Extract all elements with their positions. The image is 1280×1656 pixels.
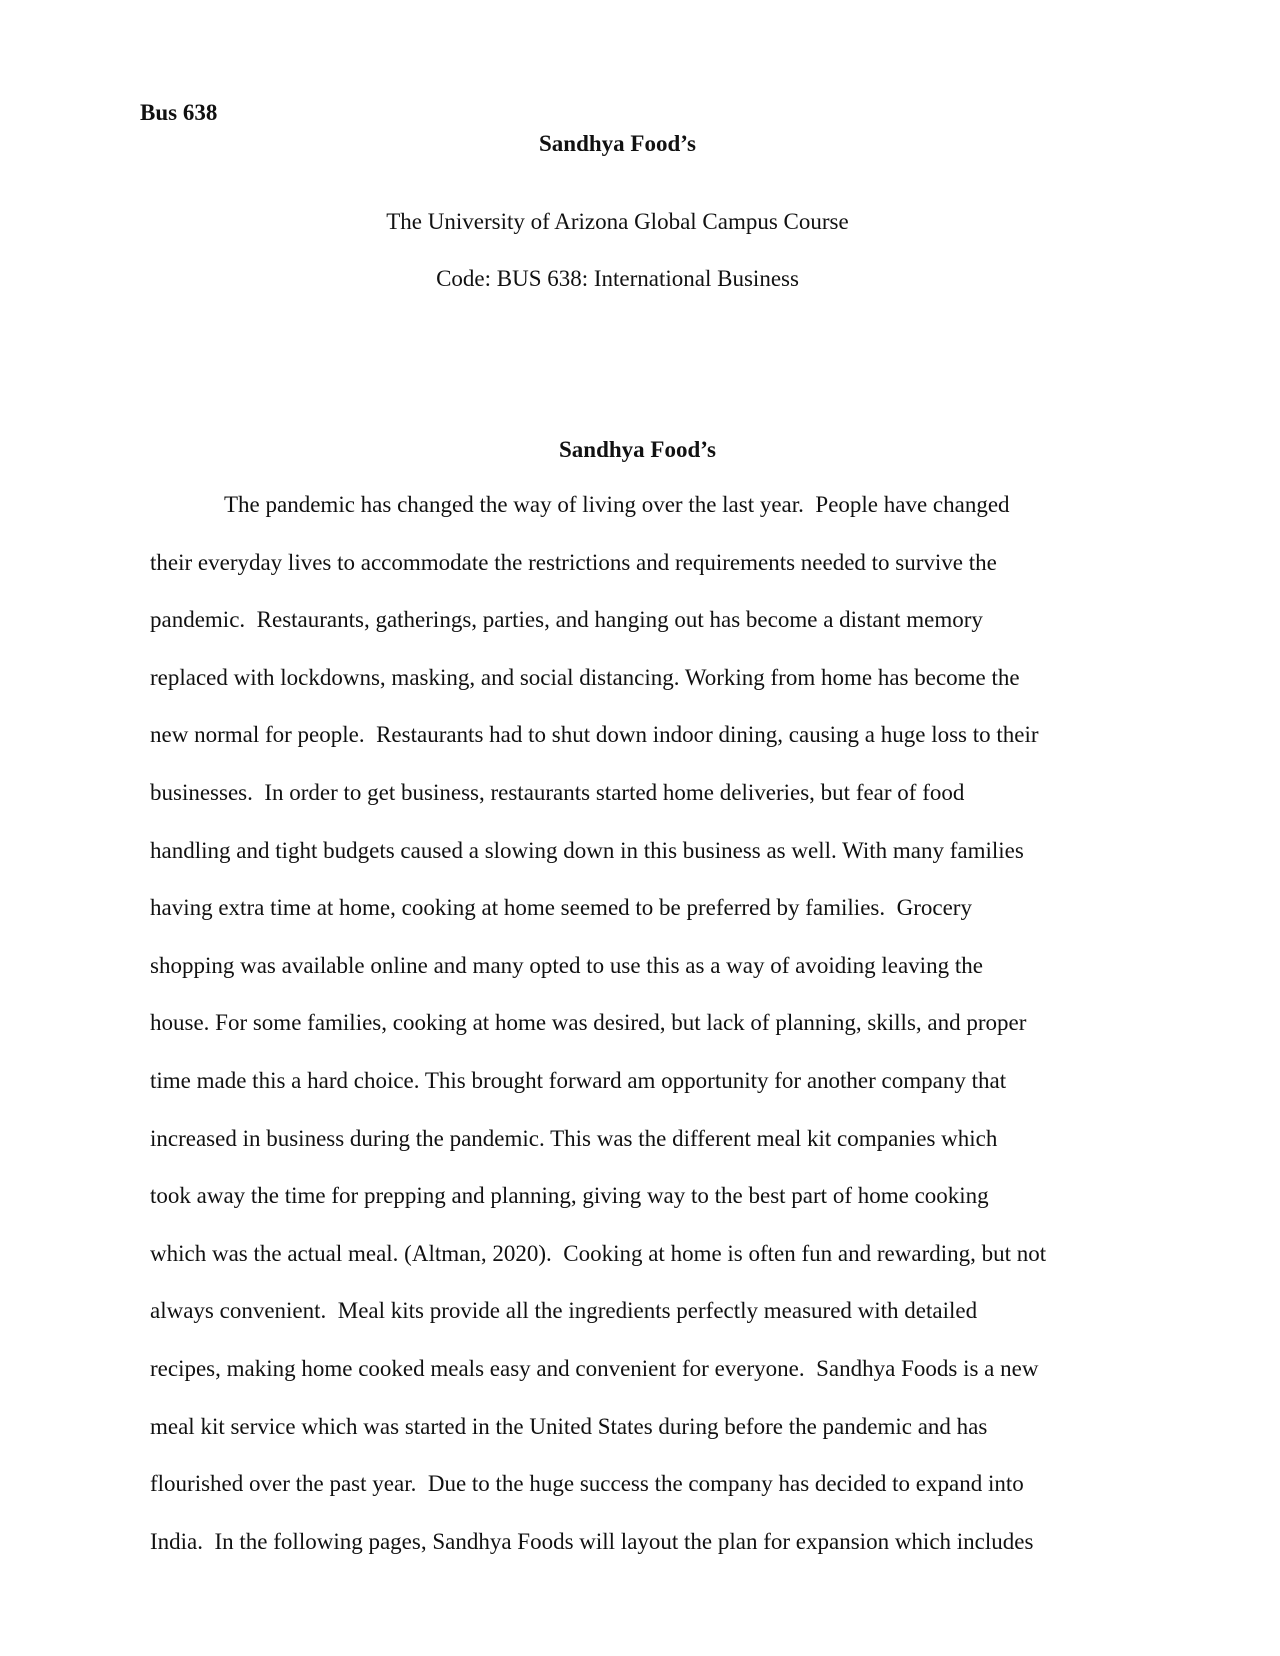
body-line: recipes, making home cooked meals easy and convenient for everyone. Sandhya Foods is a new: [150, 1355, 1039, 1381]
body-line: pandemic. Restaurants, gatherings, parties, and hanging out has become a distant memory: [150, 607, 983, 633]
body-line: new normal for people. Restaurants had to shut down indoor dining, causing a huge loss to their: [150, 722, 1039, 748]
body-paragraph: [150, 490, 1130, 1584]
body-line: India. In the following pages, Sandhya Foods will layout the plan for expansion which includes: [150, 1528, 1034, 1554]
body-line: replaced with lockdowns, masking, and social distancing. Working from home has become the: [150, 664, 1020, 690]
body-line: shopping was available online and many opted to use this as a way of avoiding leaving the: [150, 952, 983, 978]
course-code-heading: Bus 638: [140, 100, 218, 125]
body-line: handling and tight budgets caused a slowing down in this business as well. With many families: [150, 837, 1024, 863]
body-line: having extra time at home, cooking at home seemed to be preferred by families. Grocery: [150, 895, 972, 921]
body-line: businesses. In order to get business, restaurants started home deliveries, but fear of food: [150, 779, 965, 805]
body-line: time made this a hard choice. This brought forward am opportunity for another company that: [150, 1067, 1007, 1093]
body-line: always convenient. Meal kits provide all the ingredients perfectly measured with detailed: [150, 1298, 978, 1324]
body-line: flourished over the past year. Due to the huge success the company has decided to expand into: [150, 1471, 1024, 1497]
body-line: took away the time for prepping and planning, giving way to the best part of home cooking: [150, 1183, 989, 1209]
course-info-line-2: Code: BUS 638: International Business: [436, 266, 799, 291]
cover-title: Sandhya Food’s: [538, 131, 696, 156]
body-line: The pandemic has changed the way of living over the last year. People have changed: [224, 492, 1010, 517]
course-info-line-1: The University of Arizona Global Campus Course: [386, 209, 849, 234]
body-line: their everyday lives to accommodate the restrictions and requirements needed to survive the: [150, 549, 997, 575]
section-title: Sandhya Food’s: [558, 437, 716, 462]
body-line: which was the actual meal. (Altman, 2020). Cooking at home is often fun and rewarding, but not: [150, 1240, 1047, 1266]
body-line: house. For some families, cooking at home was desired, but lack of planning, skills, and proper: [150, 1010, 1027, 1036]
body-line: increased in business during the pandemic. This was the different meal kit companies which: [150, 1125, 998, 1151]
body-line: meal kit service which was started in the United States during before the pandemic and has: [150, 1413, 988, 1439]
